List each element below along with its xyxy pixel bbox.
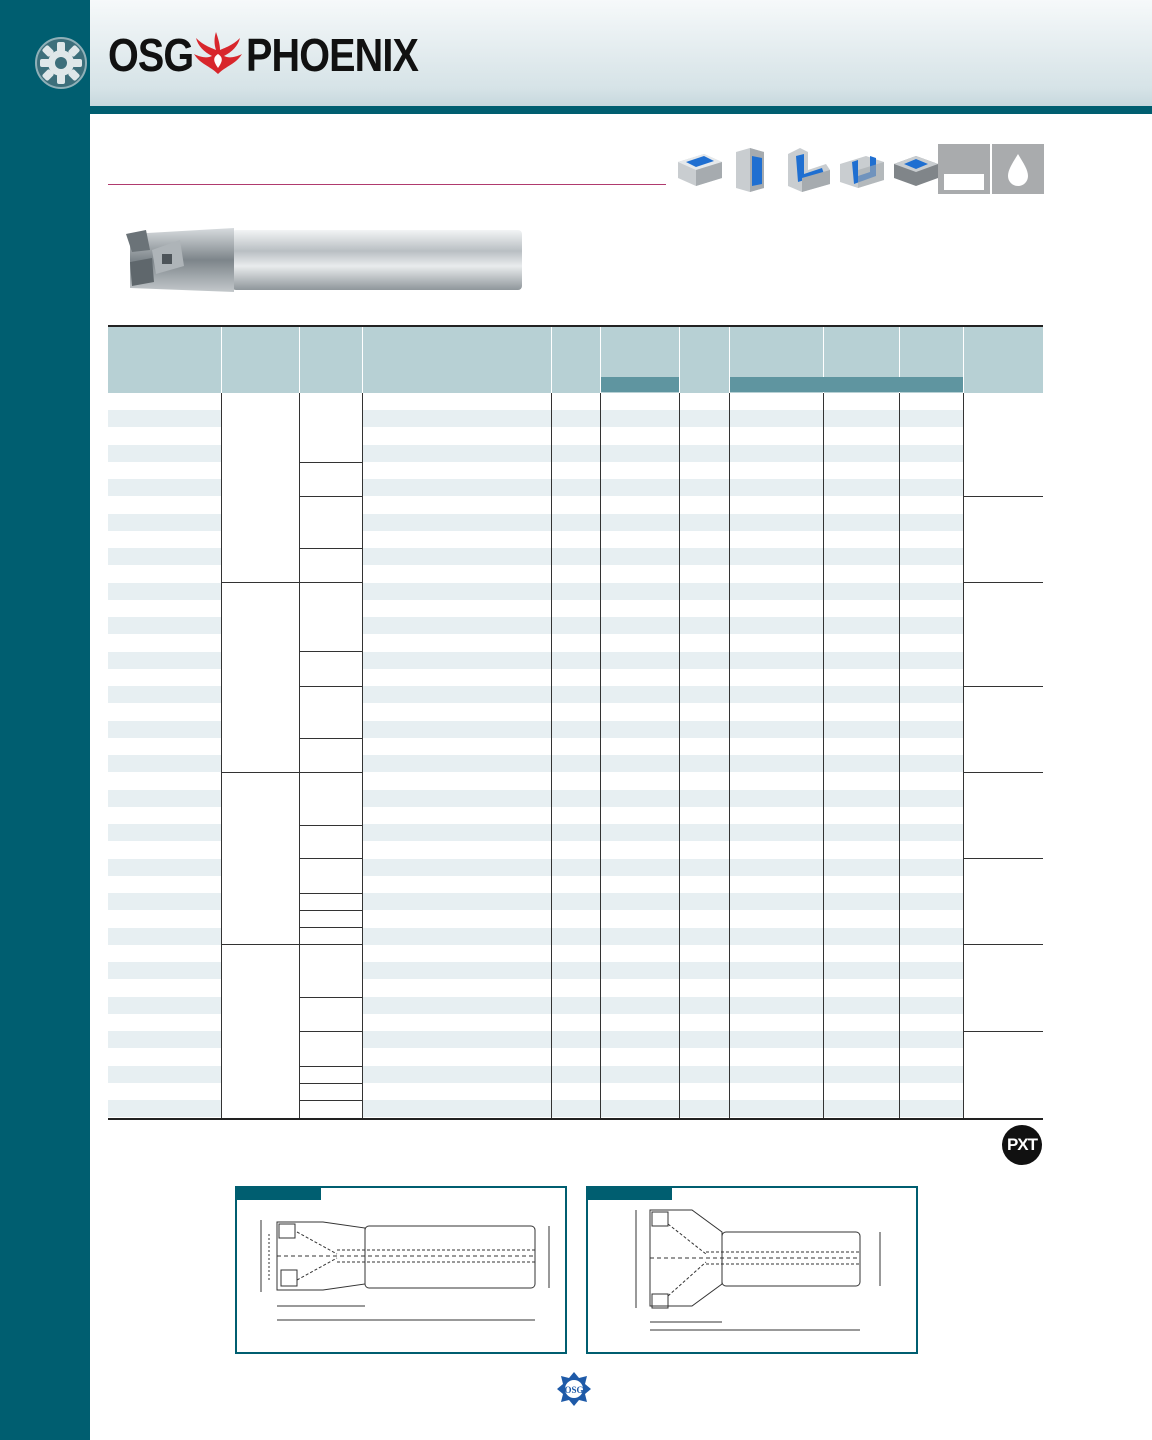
group-separator xyxy=(963,944,1043,945)
group-separator xyxy=(299,1100,362,1101)
drop-icon xyxy=(992,144,1044,194)
stepped-shank-drawing xyxy=(588,1188,916,1352)
column-divider xyxy=(823,393,824,1118)
group-separator xyxy=(963,496,1043,497)
dimension-diagram-straight xyxy=(235,1186,567,1354)
left-sidebar-band xyxy=(0,0,90,1440)
group-separator xyxy=(299,944,362,945)
group-separator xyxy=(299,738,362,739)
table-bottom-rule xyxy=(108,1118,1043,1120)
coolant-drop-icon xyxy=(992,144,1044,194)
pocketing-icon xyxy=(890,144,942,194)
pxt-badge: PXT xyxy=(1002,1125,1042,1165)
slotting-icon xyxy=(836,144,888,194)
title-underline xyxy=(108,184,666,185)
column-divider xyxy=(299,393,300,1118)
column-divider xyxy=(679,393,680,1118)
header-divider xyxy=(0,106,1152,114)
column-divider xyxy=(551,393,552,1118)
group-separator xyxy=(963,582,1043,583)
group-separator xyxy=(299,927,362,928)
group-separator xyxy=(299,548,362,549)
side-milling-icon xyxy=(728,144,780,194)
group-separator xyxy=(299,651,362,652)
shoulder-milling-icon xyxy=(782,144,834,194)
group-separator xyxy=(299,910,362,911)
group-separator xyxy=(963,1031,1043,1032)
header-band xyxy=(601,377,679,392)
group-separator xyxy=(299,582,362,583)
group-separator xyxy=(963,858,1043,859)
osg-footer-logo xyxy=(555,1370,593,1408)
column-divider xyxy=(729,393,730,1118)
brand-phoenix-text: PHOENIX xyxy=(246,29,419,81)
osg-phoenix-logo xyxy=(108,26,428,84)
column-divider xyxy=(221,393,222,1118)
straight-shank-drawing xyxy=(237,1188,565,1352)
merged-cell xyxy=(222,393,299,1118)
group-separator xyxy=(299,858,362,859)
column-divider xyxy=(362,393,363,1118)
group-separator xyxy=(299,462,362,463)
face-milling-icon xyxy=(674,144,726,194)
column-divider xyxy=(899,393,900,1118)
column-divider xyxy=(600,393,601,1118)
merged-cell xyxy=(300,393,362,1118)
group-separator xyxy=(299,686,362,687)
phoenix-emblem-icon xyxy=(192,30,244,80)
group-separator xyxy=(299,893,362,894)
footer-logo-text: OSG xyxy=(564,1385,584,1395)
group-separator xyxy=(299,496,362,497)
table-header xyxy=(108,325,1043,394)
group-separator xyxy=(963,772,1043,773)
group-separator xyxy=(299,1083,362,1084)
group-separator xyxy=(299,1031,362,1032)
merged-cell xyxy=(964,393,1043,1118)
end-mill-tool-image xyxy=(122,226,528,296)
dry-cutting-bar xyxy=(944,174,984,190)
column-divider xyxy=(963,393,964,1118)
group-separator xyxy=(299,772,362,773)
dry-cutting-icon xyxy=(938,144,990,194)
header-band xyxy=(730,377,963,392)
brand-osg-text: OSG xyxy=(108,29,194,81)
gear-icon xyxy=(34,36,88,90)
group-separator xyxy=(299,997,362,998)
group-separator xyxy=(299,1066,362,1067)
group-separator xyxy=(299,825,362,826)
group-separator xyxy=(963,686,1043,687)
dimension-diagram-stepped xyxy=(586,1186,918,1354)
